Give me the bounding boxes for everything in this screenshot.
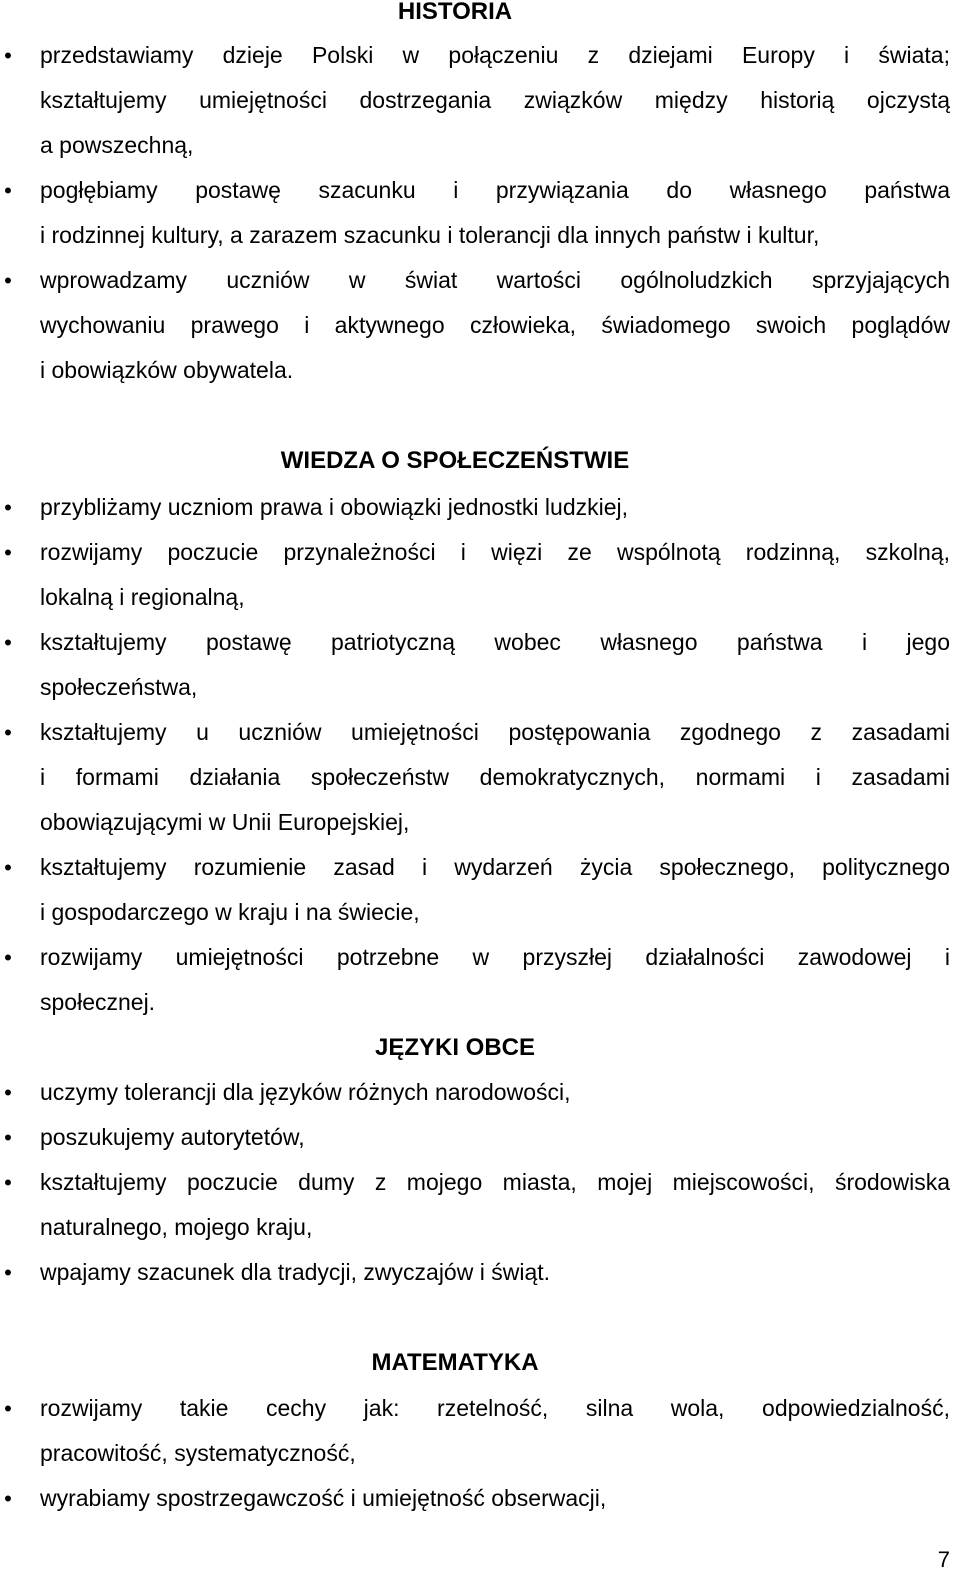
list-item-line: kształtujemy poczucie dumy z mojego miasta, mojej miejscowości, środowiska	[40, 1169, 950, 1195]
page-number: 7	[937, 1547, 950, 1572]
bullet-icon: •	[4, 43, 12, 68]
list-item-line: przybliżamy uczniom prawa i obowiązki jednostki ludzkiej,	[40, 494, 629, 520]
list-item-line: obowiązującymi w Unii Europejskiej,	[40, 809, 410, 835]
list-item-line: kształtujemy rozumienie zasad i wydarzeń życia społecznego, politycznego	[40, 854, 950, 880]
bullet-icon: •	[4, 178, 12, 203]
bullet-icon: •	[4, 855, 12, 880]
list-item-line: a powszechną,	[40, 132, 194, 158]
bullet-icon: •	[4, 540, 12, 565]
list-item-line: kształtujemy umiejętności dostrzegania związków między historią ojczystą	[40, 87, 950, 113]
bullet-icon: •	[4, 1170, 12, 1195]
section-heading-wos: WIEDZA O SPOŁECZEŃSTWIE	[280, 447, 630, 474]
list-item-line: wyrabiamy spostrzegawczość i umiejętność obserwacji,	[40, 1485, 607, 1511]
section-heading-matematyka: MATEMATYKA	[371, 1349, 539, 1376]
list-item-line: i gospodarczego w kraju i na świecie,	[40, 899, 420, 925]
list-item-line: uczymy tolerancji dla języków różnych narodowości,	[40, 1079, 571, 1105]
bullet-icon: •	[4, 1260, 12, 1285]
list-item-line: społeczeństwa,	[40, 674, 198, 700]
list-item-line: kształtujemy postawę patriotyczną wobec własnego państwa i jego	[40, 629, 950, 655]
bullet-icon: •	[4, 945, 12, 970]
list-item-line: przedstawiamy dzieje Polski w połączeniu z dziejami Europy i świata;	[40, 42, 950, 68]
bullet-icon: •	[4, 495, 12, 520]
list-item-line: rozwijamy poczucie przynależności i więzi ze wspólnotą rodzinną, szkolną,	[40, 539, 950, 565]
bullet-icon: •	[4, 268, 12, 293]
bullet-icon: •	[4, 720, 12, 745]
list-item-line: rozwijamy umiejętności potrzebne w przyszłej działalności zawodowej i	[40, 944, 950, 970]
list-item-line: lokalną i regionalną,	[40, 584, 245, 610]
list-item-line: rozwijamy takie cechy jak: rzetelność, silna wola, odpowiedzialność,	[40, 1395, 950, 1421]
bullet-icon: •	[4, 630, 12, 655]
section-heading-historia: HISTORIA	[397, 0, 513, 25]
bullet-icon: •	[4, 1486, 12, 1511]
list-item-line: społecznej.	[40, 989, 156, 1015]
section-heading-jezyki-obce: JĘZYKI OBCE	[374, 1034, 536, 1061]
list-item-line: i formami działania społeczeństw demokratycznych, normami i zasadami	[40, 764, 950, 790]
list-item-line: i rodzinnej kultury, a zarazem szacunku i tolerancji dla innych państw i kultur,	[40, 222, 820, 248]
list-item-line: pracowitość, systematyczność,	[40, 1440, 356, 1466]
list-item-line: wpajamy szacunek dla tradycji, zwyczajów i świąt.	[40, 1259, 551, 1285]
list-item-line: naturalnego, mojego kraju,	[40, 1214, 313, 1240]
bullet-icon: •	[4, 1396, 12, 1421]
list-item-line: wychowaniu prawego i aktywnego człowieka, świadomego swoich poglądów	[40, 312, 950, 338]
list-item-line: pogłębiamy postawę szacunku i przywiązania do własnego państwa	[40, 177, 950, 203]
list-item-line: kształtujemy u uczniów umiejętności postępowania zgodnego z zasadami	[40, 719, 950, 745]
list-item-line: i obowiązków obywatela.	[40, 357, 294, 383]
bullet-icon: •	[4, 1125, 12, 1150]
list-item-line: wprowadzamy uczniów w świat wartości ogólnoludzkich sprzyjających	[40, 267, 950, 293]
bullet-icon: •	[4, 1080, 12, 1105]
list-item-line: poszukujemy autorytetów,	[40, 1124, 305, 1150]
